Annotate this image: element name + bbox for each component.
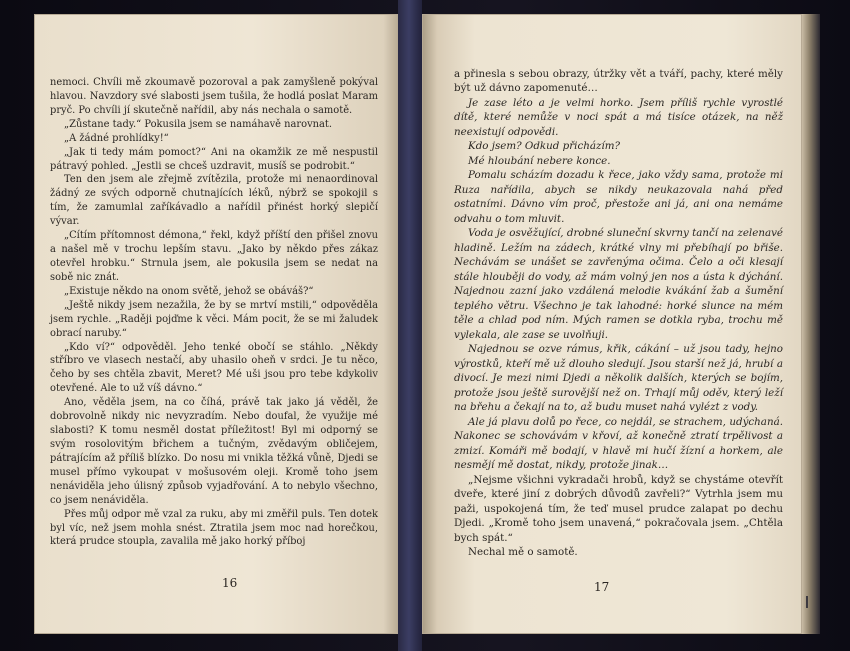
paragraph: „Ještě nikdy jsem nezažila, že by se mrtví mstili,“ odpověděla jsem rychle. „Raději pojďme k věci. Mám pocit, že se mi žaludek obrací naruby.“ xyxy=(50,299,378,339)
paragraph: „Nejsme všichni vykradači hrobů, když se chystáme otevřít dveře, které jiní z dobrých důvodů zavřeli?“ Vytrhla jsem mu paži, uspokojená tím, že teď musel prudce zalapat po dechu Djedi. „Kromě toho jsem unavená,“ pokračovala jsem. „Chtěla bych spát.“ xyxy=(454,473,783,544)
page-mark xyxy=(806,596,808,608)
paragraph: Ano, věděla jsem, na co číhá, právě tak jako já věděl, že dobrovolně nikdy nic nevyzradím. Nebo doufal, že využije mé slabosti? K tomu nesměl dostat příležitost! Byl mi odporný se svým rosolovitým břichem a tučným, zvědavým obličejem, pátrajícím až příliš blízko. Do nosu mi vnikla těžká vůně, Djedi se musel přímo vykoupat v mošusovém oleji. Kromě toho jsem nenáviděla jeho úlisný způsob vyjadřování. A to nebylo všechno, co jsem nenáviděla. xyxy=(50,397,378,506)
left-page-text xyxy=(50,76,378,549)
paragraph: „A žádné prohlídky!“ xyxy=(64,132,169,144)
paragraph: „Zůstane tady.“ Pokusila jsem se namáhavě narovnat. xyxy=(64,118,332,130)
left-page-number: 16 xyxy=(222,576,238,590)
paragraph: „Jak ti tedy mám pomoct?“ Ani na okamžik ze mě nespustil pátravý pohled. „Jestli se chceš uzdravit, musíš se podrobit.“ xyxy=(50,146,378,172)
paragraph: „Existuje někdo na onom světě, jehož se obáváš?“ xyxy=(64,285,314,297)
paragraph: Pomalu scházím dozadu k řece, jako vždy sama, protože mi Ruza nařídila, abych se nikdy neukazovala nahá před ostatními. Dávno vím proč, přestože ani já, ani ona nemáme odvahu o tom mluvit. xyxy=(454,169,783,225)
paragraph: Je zase léto a je velmi horko. Jsem příliš rychle vyrostlé dítě, které nemůže v noci spát a má tisíce otázek, na něž neexistují odpovědi. xyxy=(454,96,783,138)
paragraph: Ten den jsem ale zřejmě zvítězila, protože mi nenaordinoval žádný ze svých odporně chutnajících léků, nýbrž se spokojil s tím, že zamumlal zaříkávadlo a nařídil přinést horký slepičí vývar. xyxy=(50,174,378,228)
paragraph: Nechal mě o samotě. xyxy=(468,545,578,558)
paragraph: Ale já plavu dolů po řece, co nejdál, se strachem, udýchaná. Nakonec se schovávám v křoví, až konečně ztratí trpělivost a zmizí. Komáři mě bodají, v hlavě mi hučí žízní a horkem, ale nesmějí mě dostat, nikdy, protože jinak… xyxy=(454,415,783,472)
paragraph: „Kdo ví?“ odpověděl. Jeho tenké obočí se stáhlo. „Někdy stříbro ve vlasech nestačí, aby uhasilo oheň v srdci. Je tu něco, čeho by ses chtěla zbavit, Meret? Mé uši jsou pro tebe kdykoliv otevřené. Ale to už víš dávno.“ xyxy=(50,341,378,395)
page-edges xyxy=(802,14,820,634)
paragraph: Voda je osvěžující, drobné sluneční skvrny tančí na zelenavé hladině. Ležím na zádech, krátké vlny mi přebíhají po břiše. Nechávám se unášet se zavřenýma očima. Čelo a oči klesají stále hlouběji do vody, až mám volný jen nos a ústa k dýchání. Najednou zazní jako vzdálená melodie kvákání žab a šumění teplého větru. Všechno je tak lahodné: horké slunce na mém těle a chlad pod ním. Mých ramen se dotkla ryba, trochu mě vylekala, ale zase se uvolňuji. xyxy=(454,227,783,341)
paragraph: Kdo jsem? Odkud přicházím? xyxy=(468,140,620,153)
right-page-text xyxy=(454,67,783,559)
paragraph: a přinesla s sebou obrazy, útržky vět a tváří, pachy, které měly být už dávno zapomenuté… xyxy=(454,68,783,95)
paragraph: Mé hloubání nebere konce. xyxy=(468,154,611,167)
book-gutter xyxy=(398,0,422,651)
right-page-number: 17 xyxy=(594,580,610,594)
paragraph: Přes můj odpor mě vzal za ruku, aby mi změřil puls. Ten dotek byl víc, než jsem mohla snést. Ztratila jsem moc nad horečkou, která prudce stoupla, zavalila mě jako horký příboj xyxy=(50,508,378,548)
paragraph: nemoci. Chvíli mě zkoumavě pozoroval a pak zamyšleně pokýval hlavou. Navzdory své slabosti jsem tušila, že hodlá poslat Maram pryč. Po chvíli jí skutečně nařídil, aby nás nechala o samotě. xyxy=(50,77,378,116)
paragraph: Najednou se ozve rámus, křik, cákání – už jsou tady, hejno výrostků, kteří mě už dlouho sledují. Jsou starší než já, hrubí a divocí. Je mezi nimi Djedi a několik dalších, kterých se bojím, protože jsou ještě surovější než on. Trhají můj oděv, který leží na břehu a čekají na to, až budu muset nahá vylézt z vody. xyxy=(454,343,783,414)
paragraph: „Cítím přítomnost démona,“ řekl, když příští den přišel znovu a našel mě v trochu lepším stavu. „Jako by někdo přes zákaz otevřel hrobku.“ Strnula jsem, ale pokusila jsem se nedat na sobě nic znát. xyxy=(50,230,378,283)
